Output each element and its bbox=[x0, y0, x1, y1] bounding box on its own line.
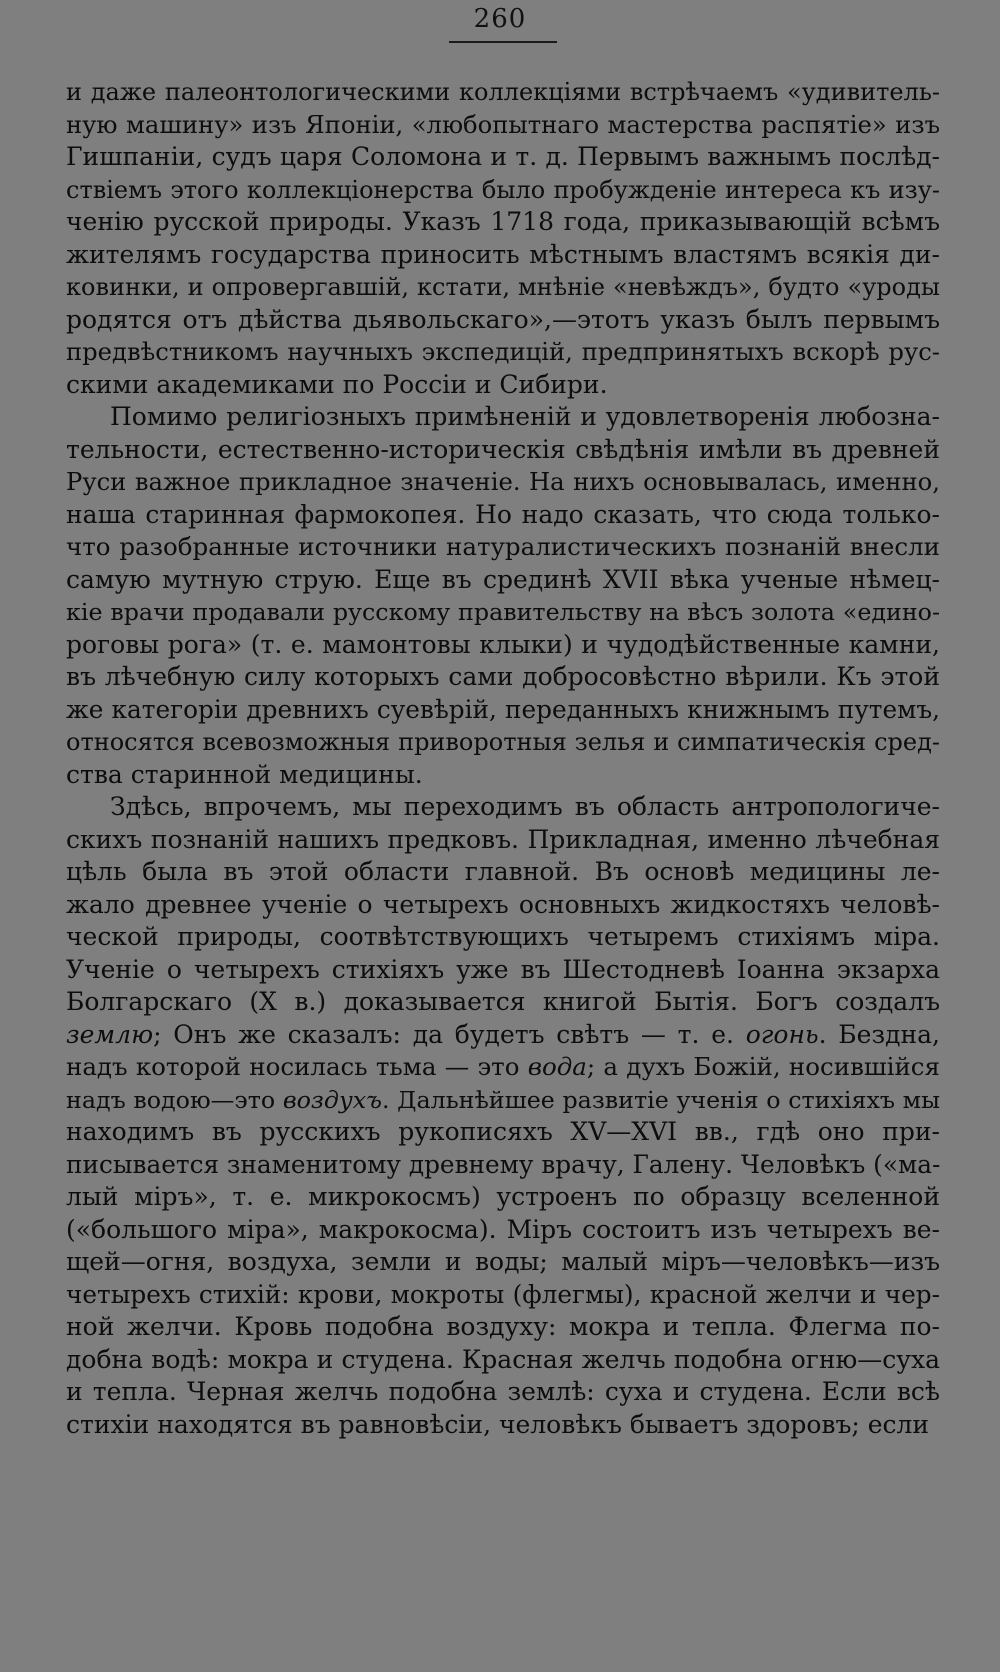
text-segment: ствіемъ этого коллекціонерства было пробужденіе интереса къ изу- bbox=[66, 175, 940, 204]
text-line bbox=[66, 466, 940, 499]
text-segment: цѣль была въ этой области главной. Въ основѣ медицины ле- bbox=[66, 857, 940, 886]
text-segment: Гишпаніи, судъ царя Соломона и т. д. Первымъ важнымъ послѣд- bbox=[66, 142, 940, 171]
text-line bbox=[66, 1376, 940, 1409]
text-line bbox=[66, 1311, 940, 1344]
text-line bbox=[66, 1279, 940, 1312]
text-segment: Руси важное прикладное значеніе. На нихъ основывалась, именно, bbox=[66, 467, 940, 496]
text-line bbox=[66, 564, 940, 597]
paragraph bbox=[66, 76, 940, 401]
text-segment: надъ водою—это bbox=[66, 1085, 283, 1114]
text-segment: ческой природы, соотвѣтствующихъ четыремъ стихіямъ міра. bbox=[66, 922, 940, 951]
text-line bbox=[66, 661, 940, 694]
text-segment: ства старинной медицины. bbox=[66, 759, 423, 789]
text-line bbox=[66, 239, 940, 272]
body-text bbox=[66, 76, 940, 1441]
text-line bbox=[66, 1084, 940, 1117]
text-segment: добна водѣ: мокра и студена. Красная желчь подобна огню—суха bbox=[66, 1344, 940, 1374]
page-number: 260 bbox=[473, 4, 527, 34]
italic-word: вода bbox=[527, 1052, 587, 1081]
text-segment: Болгарскаго (X в.) доказывается книгой Бытія. Богъ создалъ bbox=[66, 987, 940, 1016]
text-segment: надъ которой носилась тьма — это bbox=[66, 1052, 528, 1081]
italic-word: землю bbox=[66, 1019, 154, 1049]
text-line bbox=[66, 304, 940, 337]
text-segment: самую мутную струю. Еще въ срединѣ XVII вѣка ученые нѣмец- bbox=[66, 564, 940, 594]
text-segment: ; а духъ Божій, носившійся bbox=[586, 1052, 940, 1081]
text-segment: роговы рога» (т. е. мамонтовы клыки) и чудодѣйственные камни, bbox=[66, 629, 940, 659]
text-line bbox=[66, 434, 940, 467]
text-line bbox=[66, 824, 940, 857]
text-line bbox=[66, 1409, 940, 1442]
page-number-rule bbox=[449, 41, 557, 43]
text-segment: ковинки, и опровергавшій, кстати, мнѣніе «невѣждъ», будто «уроды bbox=[66, 273, 940, 301]
text-line bbox=[66, 336, 940, 369]
text-segment: ; Онъ же сказалъ: да будетъ свѣтъ — т. е. bbox=[153, 1019, 746, 1049]
text-line bbox=[66, 1149, 940, 1182]
text-segment: и даже палеонтологическими коллекціями встрѣчаемъ «удивитель- bbox=[66, 78, 940, 106]
text-line bbox=[66, 369, 940, 402]
text-line bbox=[66, 1116, 940, 1149]
text-segment: относятся всевозможныя приворотныя зелья и симпатическія сред- bbox=[66, 728, 940, 756]
text-segment: родятся отъ дѣйства дьявольскаго»,—этотъ указъ былъ первымъ bbox=[66, 304, 940, 334]
text-segment: . Дальнѣйшее развитіе ученія о стихіяхъ мы bbox=[381, 1085, 940, 1114]
italic-word: воздухъ bbox=[282, 1085, 382, 1114]
text-line bbox=[66, 629, 940, 662]
text-segment: жало древнее ученіе о четырехъ основныхъ жидкостяхъ человѣ- bbox=[66, 889, 940, 919]
text-line bbox=[66, 694, 940, 727]
text-line bbox=[66, 1344, 940, 1377]
text-segment: Здѣсь, впрочемъ, мы переходимъ въ область антропологиче- bbox=[110, 792, 940, 821]
text-line bbox=[66, 206, 940, 239]
text-line bbox=[66, 954, 940, 987]
text-line bbox=[66, 1019, 940, 1052]
text-segment: скихъ познаній нашихъ предковъ. Прикладная, именно лѣчебная bbox=[66, 824, 940, 854]
text-segment: и тепла. Черная желчь подобна землѣ: суха и студена. Если всѣ bbox=[66, 1377, 940, 1406]
text-segment: ченію русской природы. Указъ 1718 года, приказывающій всѣмъ bbox=[66, 207, 940, 236]
text-line bbox=[66, 921, 940, 954]
text-segment: наша старинная фармокопея. Но надо сказать, что сюда только- bbox=[66, 499, 940, 529]
text-line bbox=[66, 174, 940, 207]
text-line bbox=[66, 499, 940, 532]
text-line bbox=[66, 1246, 940, 1279]
paragraph bbox=[66, 791, 940, 1441]
text-line bbox=[66, 986, 940, 1019]
text-segment: щей—огня, воздуха, земли и воды; малый міръ—человѣкъ—изъ bbox=[66, 1247, 940, 1276]
text-segment: жителямъ государства приносить мѣстнымъ властямъ всякія ди- bbox=[66, 239, 940, 269]
text-line bbox=[66, 1181, 940, 1214]
text-segment: скими академиками по Россіи и Сибири. bbox=[66, 369, 608, 399]
text-segment: Помимо религіозныхъ примѣненій и удовлетворенія любозна- bbox=[110, 402, 940, 431]
text-segment: . Бездна, bbox=[818, 1019, 941, 1049]
text-line bbox=[66, 76, 940, 109]
text-line bbox=[66, 109, 940, 142]
text-segment: кіе врачи продавали русскому правительству на вѣсъ золота «едино- bbox=[66, 598, 940, 626]
text-segment: же категоріи древнихъ суевѣрій, переданныхъ книжнымъ путемъ, bbox=[66, 694, 940, 724]
text-line bbox=[66, 726, 940, 759]
text-segment: въ лѣчебную силу которыхъ сами добросовѣстно вѣрили. Къ этой bbox=[66, 662, 940, 691]
italic-word: огонь bbox=[745, 1019, 819, 1049]
text-segment: стихіи находятся въ равновѣсіи, человѣкъ бываетъ здоровъ; если bbox=[66, 1409, 930, 1439]
paragraph bbox=[66, 401, 940, 791]
text-segment: находимъ въ русскихъ рукописяхъ XV—XVI вв., гдѣ оно при- bbox=[66, 1117, 940, 1146]
text-line bbox=[66, 596, 940, 629]
text-segment: ной желчи. Кровь подобна воздуху: мокра и тепла. Флегма по- bbox=[66, 1312, 940, 1341]
text-line bbox=[66, 759, 940, 792]
text-segment: Ученіе о четырехъ стихіяхъ уже въ Шестодневѣ Іоанна экзарха bbox=[66, 954, 940, 984]
text-segment: что разобранные источники натуралистическихъ познаній внесли bbox=[66, 532, 940, 561]
text-line bbox=[66, 1214, 940, 1247]
text-line bbox=[66, 1051, 940, 1084]
text-segment: предвѣстникомъ научныхъ экспедицій, предпринятыхъ вскорѣ рус- bbox=[66, 337, 940, 366]
text-segment: четырехъ стихій: крови, мокроты (флегмы), красной желчи и чер- bbox=[66, 1279, 940, 1309]
text-line bbox=[66, 401, 940, 434]
text-line bbox=[66, 791, 940, 824]
text-line bbox=[66, 856, 940, 889]
text-line bbox=[66, 531, 940, 564]
text-segment: лый міръ», т. е. микрокосмъ) устроенъ по образцу вселенной bbox=[66, 1182, 940, 1211]
text-line bbox=[66, 141, 940, 174]
text-line bbox=[66, 889, 940, 922]
text-segment: писывается знаменитому древнему врачу, Галену. Человѣкъ («ма- bbox=[66, 1149, 941, 1179]
text-line bbox=[66, 271, 940, 304]
text-segment: ную машину» изъ Японіи, «любопытнаго мастерства распятіе» изъ bbox=[66, 109, 940, 139]
text-segment: («большого міра», макрокосма). Міръ состоитъ изъ четырехъ ве- bbox=[66, 1214, 940, 1244]
text-segment: тельности, естественно-историческія свѣдѣнія имѣли въ древней bbox=[66, 434, 940, 464]
